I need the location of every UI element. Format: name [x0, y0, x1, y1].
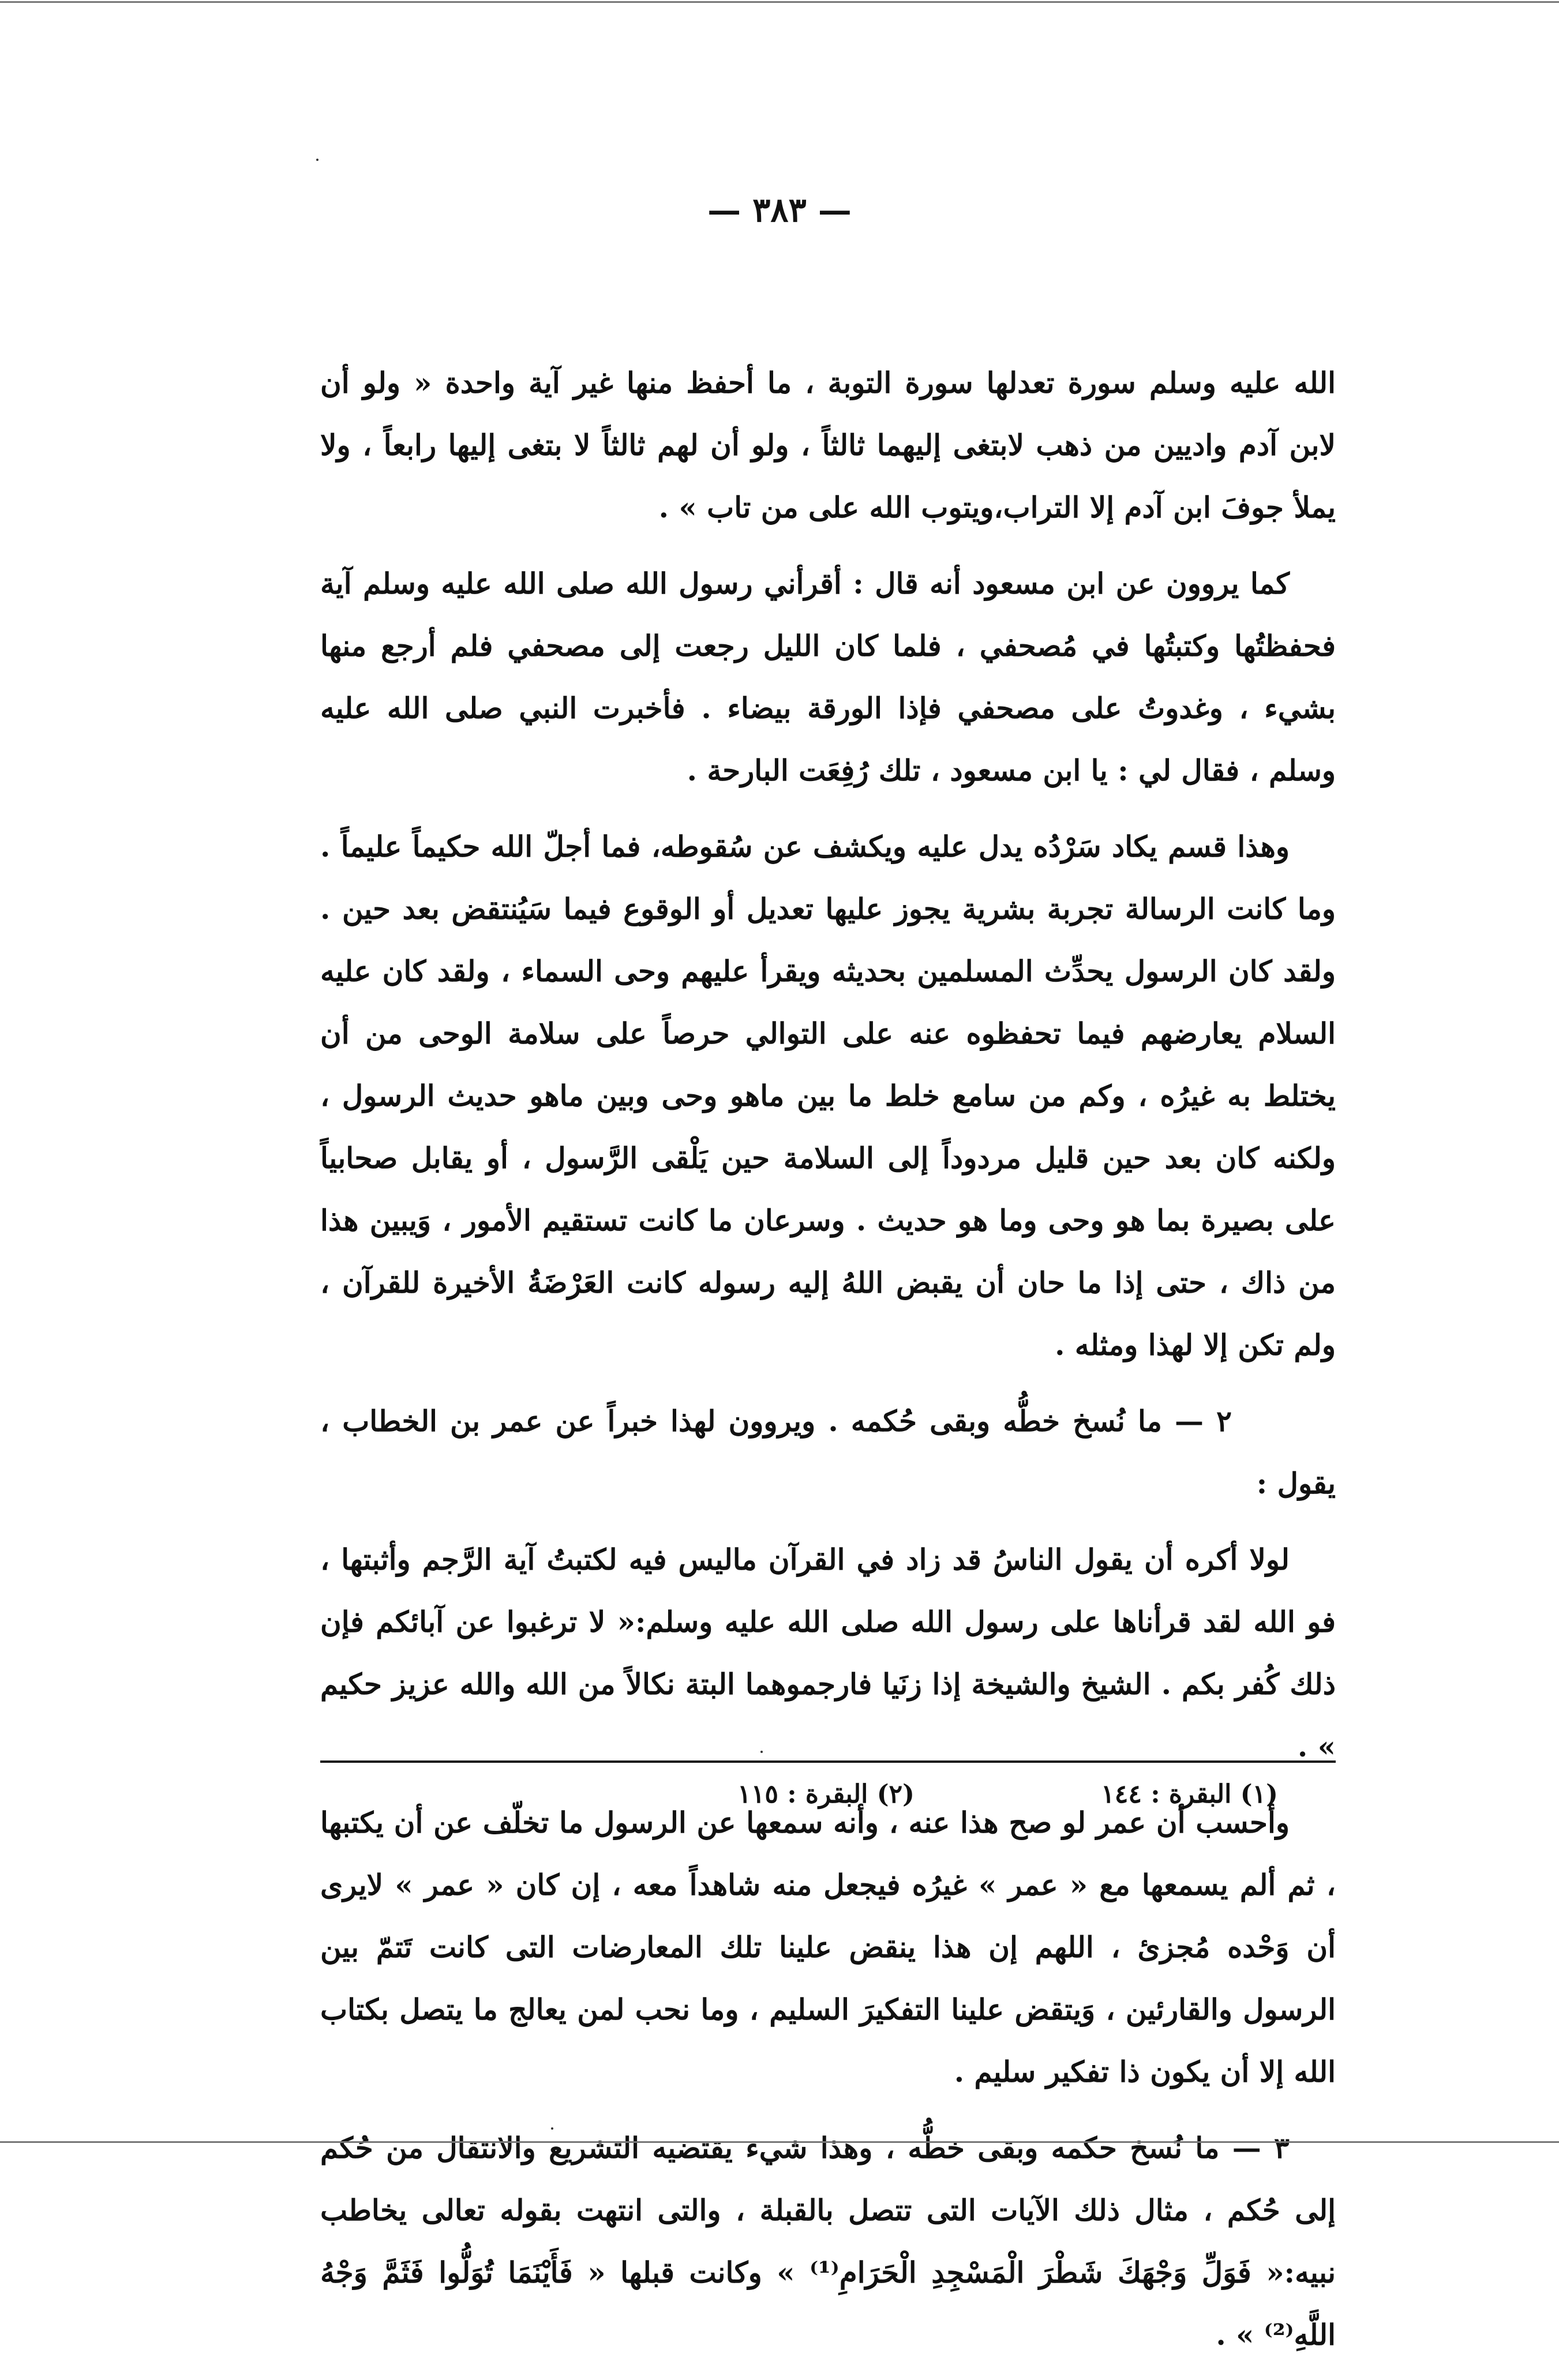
scan-speck	[551, 2127, 553, 2130]
footnote-divider	[320, 1760, 1336, 1763]
scan-speck	[760, 1751, 763, 1753]
scan-bottom-edge	[0, 2141, 1559, 2143]
paragraph-4: ٢ — ما نُسخ خطُّه وبقى حُكمه . ويروون لهذا خبراً عن عمر بن الخطاب ، يقول :	[320, 1404, 1336, 1500]
paragraph-3: وهذا قسم يكاد سَرْدُه يدل عليه ويكشف عن سُقوطه، فما أجلّ الله حكيماً عليماً . وما كانت الرسالة تجربة بشرية يجوز عليها تعديل أو الوقوع فيما سَيُنتقض بعد حين . ولقد كان الرسول يحدِّث المسلمين بحديثه ويقرأ عليهم وحى السماء ، ولقد كان عليه السلام يعارضهم فيما تحفظوه عنه على التوالي حرصاً على سلامة الوحى من أن يختلط به غيرُه ، وكم من سامع خلط ما بين ماهو وحى وبين ماهو حديث الرسول ، ولكنه كان بعد حين قليل مردوداً إلى السلامة حين يَلْقى الرَّسول ، أو يقابل صحابياً على بصيرة بما هو وحى وما هو حديث . وسرعان ما كانت تستقيم الأمور ، وَيبين هذا من ذاك ، حتى إذا ما حان أن يقبض اللهُ إليه رسوله كانت العَرْضَةُ الأخيرة للقرآن ، ولم تكن إلا لهذا ومثله .	[320, 829, 1336, 1362]
paragraph-6: وأحسب أن عمر لو صح هذا عنه ، وأنه سمعها عن الرسول ما تخلّف عن أن يكتبها ، ثم ألم يسمعها مع « عمر » غيرُه فيجعل منه شاهداً معه ، إن كان « عمر » لايرى أن وَحْده مُجزئ ، اللهم إن هذا ينقض علينا تلك المعارضات التى كانت تَتمّ بين الرسول والقارئين ، وَيتقض علينا التفكيرَ السليم ، وما نحب لمن يعالج ما يتصل بكتاب الله إلا أن يكون ذا تفكير سليم .	[320, 1805, 1336, 2089]
paragraph-7: ٣ — ما نُسخ حكمه وبقى خطُّه ، وهذا شيء يقتضيه التشريع والانتقال من حُكم إلى حُكم ، مثال ذلك الآيات التى تتصل بالقبلة ، والتى انتهت بقوله تعالى يخاطب نبيه:« فَوَلِّ وَجْهَكَ شَطْرَ الْمَسْجِدِ الْحَرَامِ⁽¹⁾ » وكانت قبلها « فَأَيْنَمَا تُوَلُّوا فَثَمَّ وَجْهُ اللَّهِ⁽²⁾ » .	[320, 2131, 1336, 2352]
paragraph-5: لولا أكره أن يقول الناسُ قد زاد في القرآن ماليس فيه لكتبتُ آية الرَّجم وأثبتها ، فو الله لقد قرأناها على رسول الله صلى الله عليه وسلم:« لا ترغبوا عن آبائكم فإن ذلك كُفر بكم . الشيخ والشيخة إذا زنَيا فارجموهما البتة نكالاً من الله والله عزيز حكيم » .	[320, 1542, 1336, 1763]
footnote-2: (٢) البقرة : ١١٥	[737, 1780, 915, 1809]
scan-top-edge	[0, 1, 1559, 3]
scan-speck	[316, 159, 318, 161]
body-text	[320, 352, 1336, 2380]
paragraph-2: كما يروون عن ابن مسعود أنه قال : أقرأني رسول الله صلى الله عليه وسلم آية فحفظتُها وكتبتُها في مُصحفي ، فلما كان الليل رجعت إلى مصحفي فلم أرجع منها بشيء ، وغدوتُ على مصحفي فإذا الورقة بيضاء . فأخبرت النبي صلى الله عليه وسلم ، فقال لي : يا ابن مسعود ، تلك رُفِعَت البارحة .	[320, 566, 1336, 787]
footnote-1: (١) البقرة : ١٤٤	[1101, 1780, 1278, 1809]
paragraph-1: الله عليه وسلم سورة تعدلها سورة التوبة ، ما أحفظ منها غير آية واحدة « ولو أن لابن آدم واديين من ذهب لابتغى إليهما ثالثاً ، ولو أن لهم ثالثاً لا بتغى إليها رابعاً ، ولا يملأ جوفَ ابن آدم إلا التراب،ويتوب الله على من تاب » .	[320, 366, 1336, 524]
page-number: — ٣٨٣ —	[707, 190, 852, 230]
